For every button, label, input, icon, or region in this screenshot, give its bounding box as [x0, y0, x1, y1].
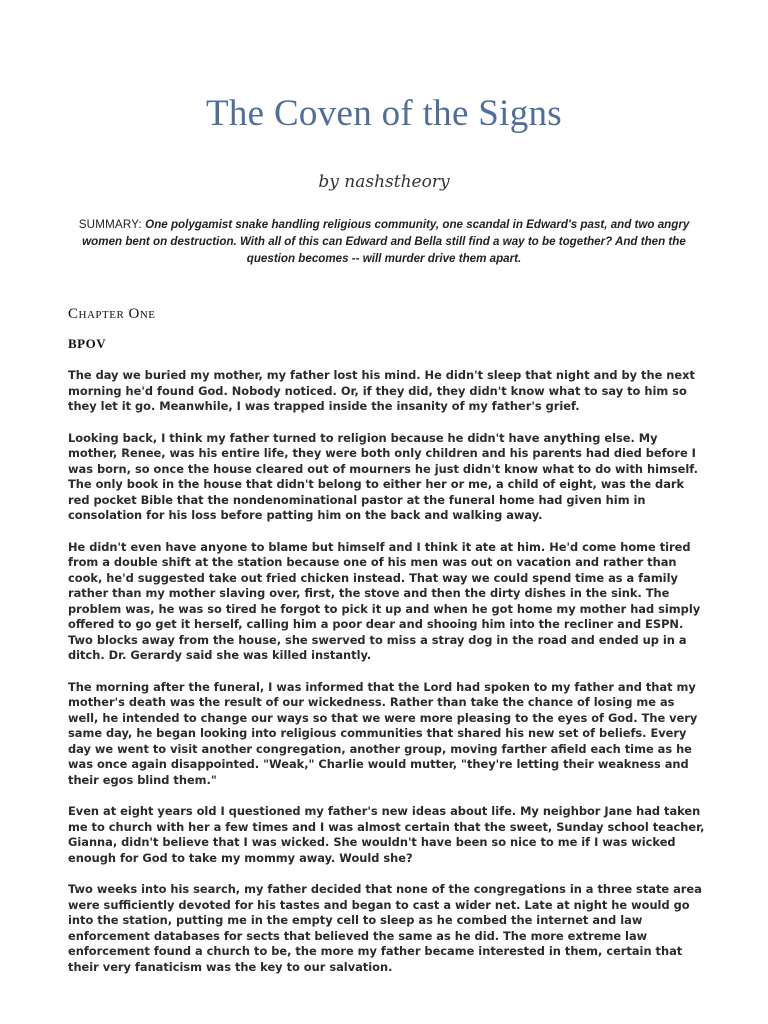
- author-byline: by nashstheory: [318, 172, 450, 192]
- chapter-heading: Chapter One: [68, 306, 156, 322]
- paragraph: Two weeks into his search, my father decided that none of the congregations in a three state area were sufficiently devoted for his tastes and began to cast a wider net. Late at night he would go into the station, putting me in the empty cell to sleep as he combed the internet and law enforcement databases for sects that believed the same as he did. The more extreme law enforcement found a church to be, the more my father became interested in them, certain that their very fanaticism was the key to our salvation.: [68, 882, 702, 974]
- paragraph: Looking back, I think my father turned to religion because he didn't have anything else. My mother, Renee, was his entire life, they were both only children and his parents had died before I was born, so once the house cleared out of mourners he just didn't know what to do with himself. The only book in the house that didn't belong to either her or me, a child of eight, was the dark red pocket Bible that the nondenominational pastor at the funeral home had given him in consolation for his loss before patting him on the back and walking away.: [68, 430, 698, 522]
- paragraph: The day we buried my mother, my father lost his mind. He didn't sleep that night and by the next morning he'd found God. Nobody noticed. Or, if they did, they didn't know what to say to him so they let it go. Meanwhile, I was trapped inside the insanity of my father's grief.: [68, 368, 695, 413]
- summary-text: One polygamist snake handling religious community, one scandal in Edward's past, and two angry women bent on destruction. With all of this can Edward and Bella still find a way to be together? And then the question becomes -- will murder drive them apart.: [82, 218, 690, 265]
- summary-block: [70, 216, 698, 267]
- summary-label: SUMMARY:: [78, 218, 142, 231]
- story-body: [68, 368, 706, 991]
- document-title: The Coven of the Signs: [205, 93, 562, 134]
- paragraph: Even at eight years old I questioned my father's new ideas about life. My neighbor Jane had taken me to church with her a few times and I was almost certain that the sweet, Sunday school teacher, Gianna, didn't believe that I was wicked. She wouldn't have been so nice to me if I was wicked enough for God to take my mommy away. Would she?: [68, 804, 705, 865]
- paragraph: The morning after the funeral, I was informed that the Lord had spoken to my father and that my mother's death was the result of our wickedness. Rather than take the chance of losing me as well, he intended to change our ways so that we were more pleasing to the eyes of God. The very same day, he began looking into religious communities that shared his new set of beliefs. Every day we went to visit another congregation, another group, moving farther afield each time as he was once again disappointed. "Weak," Charlie would mutter, "they're letting their weakness and their egos blind them.": [68, 679, 698, 787]
- pov-label: BPOV: [68, 336, 107, 351]
- paragraph: He didn't even have anyone to blame but himself and I think it ate at him. He'd come home tired from a double shift at the station because one of his men was out on vacation and rather than cook, he'd suggested take out fried chicken instead. That way we could spend time as a family rather than my mother slaving over, first, the stove and then the dirty dishes in the sink. The problem was, he was so tired he forgot to pick it up and when he got home my mother had simply offered to go get it herself, calling him a poor dear and shooing him into the recliner and ESPN. Two blocks away from the house, she swerved to miss a stray dog in the road and ended up in a ditch. Dr. Gerardy said she was killed instantly.: [68, 539, 701, 662]
